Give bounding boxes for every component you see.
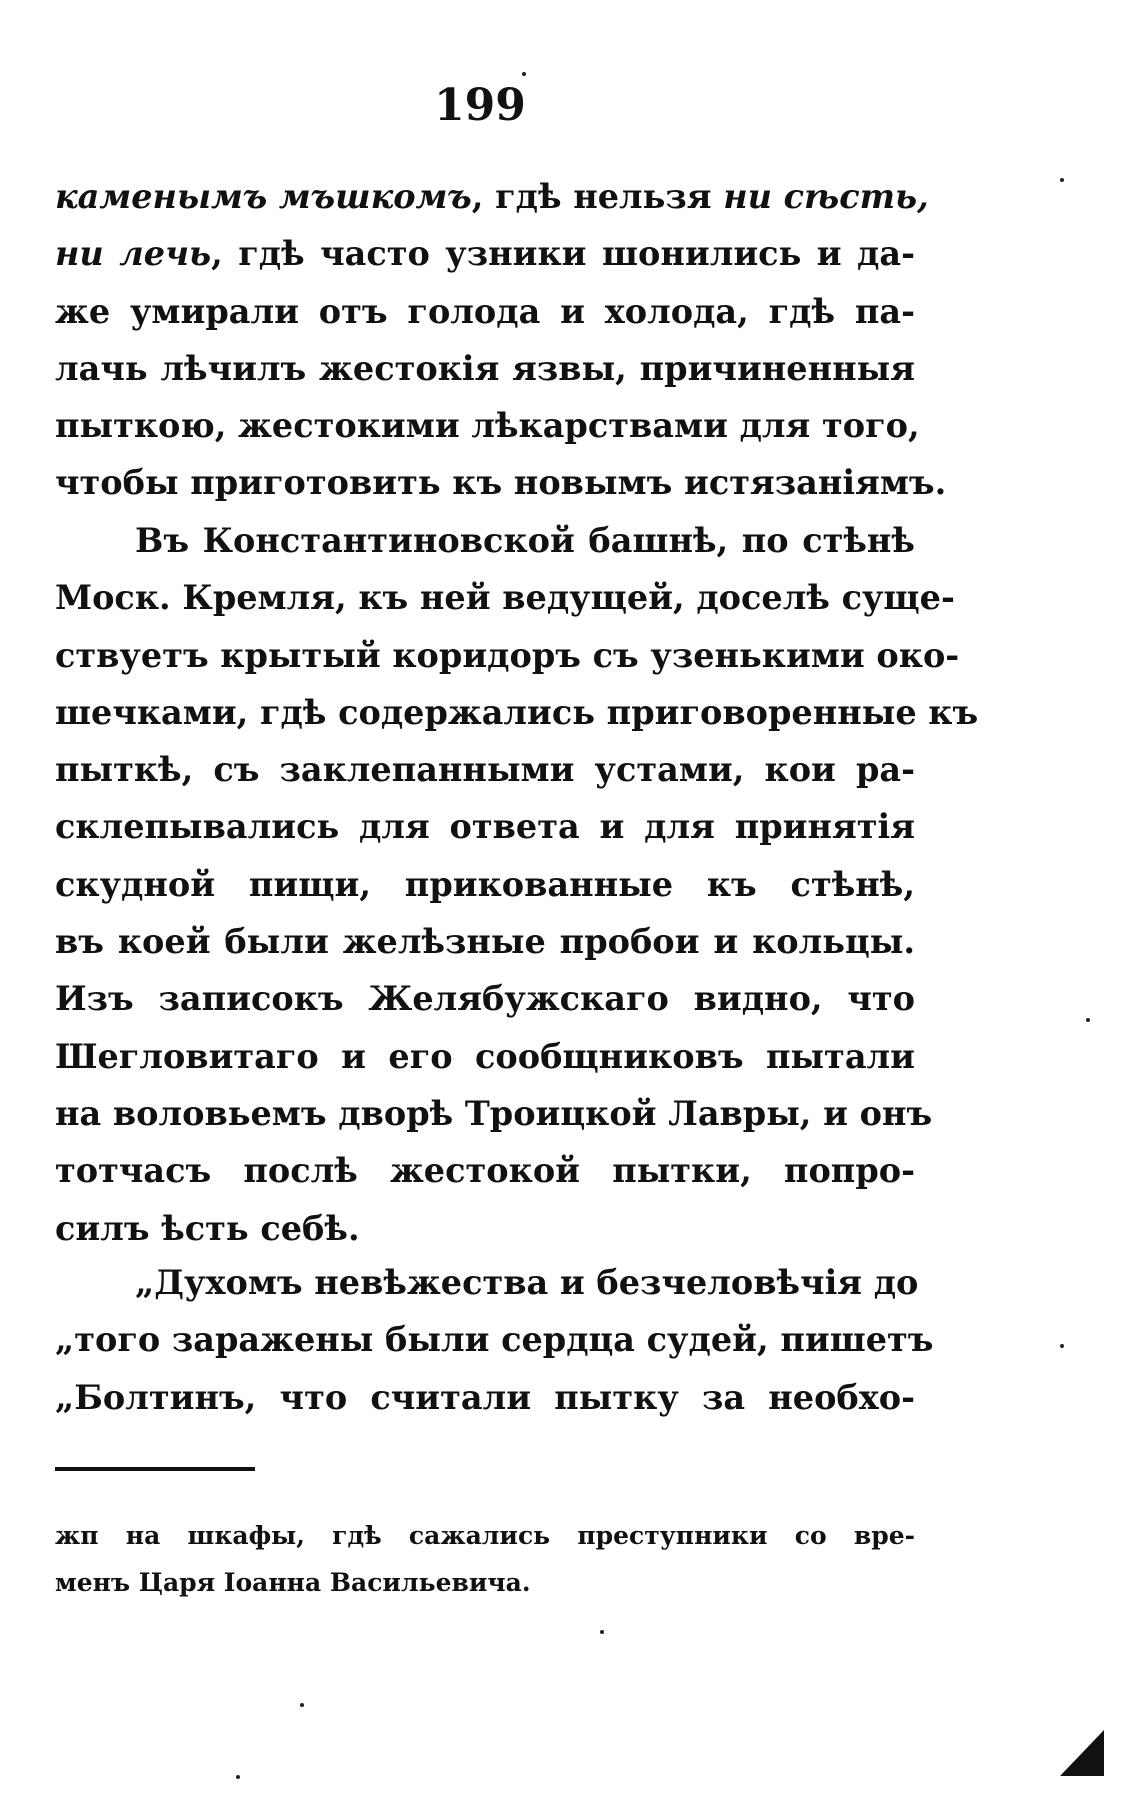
footnote xyxy=(55,1512,915,1606)
text-line xyxy=(55,1512,915,1559)
text-segment: Въ Константиновской башнѣ, по стѣнѣ xyxy=(135,521,915,560)
text-segment: тотчасъ послѣ жестокой пытки, попро- xyxy=(55,1151,915,1191)
footnote-separator xyxy=(55,1467,255,1471)
text-segment: Моск. Кремля, къ ней ведущей, доселѣ суще- xyxy=(55,578,955,618)
text-line xyxy=(55,856,915,913)
text-line xyxy=(55,569,955,626)
text-segment: силъ ѣсть себѣ. xyxy=(55,1208,360,1248)
text-line xyxy=(55,970,915,1027)
text-line xyxy=(55,283,915,340)
print-speck xyxy=(1060,178,1064,182)
text-line xyxy=(55,1559,915,1606)
page-corner-mark xyxy=(1060,1730,1104,1776)
text-line xyxy=(55,684,979,741)
text-segment: лачь лѣчилъ жестокія язвы, причиненныя xyxy=(55,348,915,388)
text-line xyxy=(55,1085,933,1142)
text-line xyxy=(55,512,915,569)
text-segment: Шегловитаго и его сообщниковъ пытали xyxy=(55,1036,915,1076)
text-line xyxy=(55,225,915,282)
text-line xyxy=(55,627,960,684)
print-speck xyxy=(1086,1018,1090,1022)
text-segment: скудной пищи, прикованные къ стѣнѣ, xyxy=(55,864,915,904)
text-line xyxy=(55,454,947,511)
text-segment: „Духомъ невѣжества и безчеловѣчія до xyxy=(135,1263,919,1302)
text-segment: , гдѣ нельзя xyxy=(471,177,724,216)
text-segment: въ коей были желѣзные пробои и кольцы. xyxy=(55,922,915,962)
paragraph-1 xyxy=(55,168,947,512)
print-speck xyxy=(600,1630,604,1634)
text-segment: жп на шкафы, гдѣ сажались преступники со вре- xyxy=(55,1521,915,1550)
text-segment: менъ Царя Іоанна Васильевича. xyxy=(55,1568,531,1597)
text-segment: „того заражены были сердца судей, пишетъ xyxy=(55,1320,934,1360)
italic-text: ни сѣсть, xyxy=(723,177,929,216)
print-speck xyxy=(300,1703,304,1707)
text-line xyxy=(55,1369,915,1426)
print-speck xyxy=(522,72,526,76)
text-line xyxy=(55,340,915,397)
text-segment: ствуетъ крытый коридоръ съ узенькими око- xyxy=(55,635,960,675)
italic-text: каменымъ мъшкомъ xyxy=(55,177,472,216)
text-line xyxy=(55,1254,919,1311)
text-segment: пыткѣ, съ заклепанными устами, кои ра- xyxy=(55,750,915,790)
text-line xyxy=(55,1311,934,1368)
italic-text: ни лечь xyxy=(55,234,212,274)
text-segment: , гдѣ часто узники шонились и да- xyxy=(211,234,915,274)
text-segment: же умирали отъ голода и холода, гдѣ па- xyxy=(55,291,915,331)
text-line xyxy=(55,168,929,225)
text-segment: на воловьемъ дворѣ Троицкой Лавры, и онъ xyxy=(55,1093,933,1133)
text-line xyxy=(55,1142,915,1199)
text-segment: „Болтинъ, что считали пытку за необхо- xyxy=(55,1377,915,1417)
paragraph-3 xyxy=(55,1254,934,1426)
text-line xyxy=(55,798,915,855)
paragraph-2 xyxy=(55,512,979,1257)
text-segment: пыткою, жестокими лѣкарствами для того, xyxy=(55,406,920,446)
page-number: 199 xyxy=(434,80,526,131)
print-speck xyxy=(1060,1344,1064,1348)
text-line xyxy=(55,1200,915,1257)
text-line xyxy=(55,913,915,970)
text-segment: склепывались для ответа и для принятія xyxy=(55,807,915,847)
text-line xyxy=(55,397,920,454)
text-line xyxy=(55,1028,915,1085)
print-speck xyxy=(236,1775,240,1779)
text-line xyxy=(55,741,915,798)
text-segment: чтобы приготовить къ новымъ истязаніямъ. xyxy=(55,463,947,503)
text-segment: Изъ записокъ Желябужскаго видно, что xyxy=(55,979,915,1019)
text-segment: шечками, гдѣ содержались приговоренные къ xyxy=(55,692,979,732)
